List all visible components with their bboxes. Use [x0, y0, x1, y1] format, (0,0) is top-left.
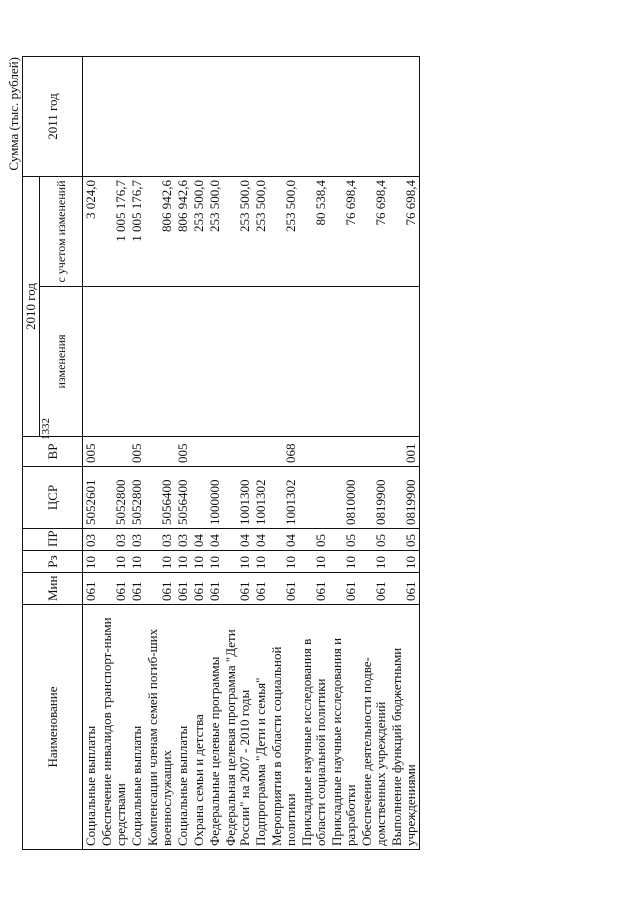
- cell-name: Подпрограмма "Дети и семья": [253, 605, 269, 850]
- cell-name: Компенсации членам семей погиб-ших военнослужащих: [145, 605, 175, 850]
- cell-name: Социальные выплаты: [83, 605, 100, 850]
- cell-min: 061: [175, 573, 191, 605]
- cell-csr: 5052800: [129, 467, 145, 529]
- page-number: 1332: [40, 418, 52, 440]
- cell-changes: [223, 287, 253, 437]
- cell-changes: [129, 287, 145, 437]
- cell-csr: 0810000: [329, 467, 359, 529]
- cell-min: 061: [191, 573, 207, 605]
- cell-pr: 05: [389, 529, 420, 551]
- cell-min: 061: [83, 573, 100, 605]
- cell-y2011: [269, 57, 299, 177]
- cell-csr: 1000000: [207, 467, 223, 529]
- cell-name: Прикладные научные исследования и разработки: [329, 605, 359, 850]
- cell-vr: [145, 437, 175, 467]
- cell-vr: [359, 437, 389, 467]
- table-row: [223, 57, 253, 850]
- cell-min: 061: [253, 573, 269, 605]
- cell-csr: 1001302: [269, 467, 299, 529]
- table-row: [389, 57, 420, 850]
- cell-vr: 005: [175, 437, 191, 467]
- table-row: [191, 57, 207, 850]
- cell-csr: 0819900: [359, 467, 389, 529]
- table-row: [129, 57, 145, 850]
- cell-changes: [175, 287, 191, 437]
- cell-vr: [223, 437, 253, 467]
- cell-min: 061: [329, 573, 359, 605]
- cell-with-changes: 76 698,4: [359, 177, 389, 287]
- table-caption: Сумма (тыс. рублей): [6, 57, 21, 171]
- header-changes: изменения: [40, 287, 83, 437]
- cell-pr: 05: [359, 529, 389, 551]
- cell-y2011: [83, 57, 100, 177]
- table-row: [175, 57, 191, 850]
- cell-changes: [329, 287, 359, 437]
- cell-y2011: [129, 57, 145, 177]
- cell-min: 061: [129, 573, 145, 605]
- header-min: Мин: [23, 573, 83, 605]
- header-csr: ЦСР: [23, 467, 83, 529]
- cell-y2011: [329, 57, 359, 177]
- cell-changes: [99, 287, 129, 437]
- cell-rz: 10: [207, 551, 223, 573]
- cell-with-changes: 76 698,4: [329, 177, 359, 287]
- cell-csr: 5052601: [83, 467, 100, 529]
- cell-pr: 05: [299, 529, 329, 551]
- cell-with-changes: 253 500,0: [207, 177, 223, 287]
- cell-with-changes: 806 942,6: [175, 177, 191, 287]
- cell-y2011: [389, 57, 420, 177]
- cell-rz: 10: [329, 551, 359, 573]
- cell-name: Мероприятия в области социальной политики: [269, 605, 299, 850]
- cell-rz: 10: [223, 551, 253, 573]
- cell-y2011: [207, 57, 223, 177]
- cell-changes: [299, 287, 329, 437]
- cell-vr: 068: [269, 437, 299, 467]
- cell-name: Охрана семьи и детства: [191, 605, 207, 850]
- cell-rz: 10: [83, 551, 100, 573]
- cell-pr: 04: [269, 529, 299, 551]
- cell-y2011: [359, 57, 389, 177]
- cell-csr: 1001300: [223, 467, 253, 529]
- cell-pr: 03: [129, 529, 145, 551]
- table-row: [359, 57, 389, 850]
- cell-vr: [99, 437, 129, 467]
- cell-name: Обеспечение инвалидов транспорт-ными средствами: [99, 605, 129, 850]
- cell-csr: 0819900: [389, 467, 420, 529]
- cell-pr: 04: [223, 529, 253, 551]
- cell-y2011: [99, 57, 129, 177]
- cell-pr: 03: [83, 529, 100, 551]
- cell-pr: 04: [207, 529, 223, 551]
- table-row: [207, 57, 223, 850]
- cell-with-changes: 806 942,6: [145, 177, 175, 287]
- cell-pr: 04: [253, 529, 269, 551]
- cell-min: 061: [299, 573, 329, 605]
- cell-with-changes: 3 024,0: [83, 177, 100, 287]
- cell-y2011: [175, 57, 191, 177]
- table-row: [253, 57, 269, 850]
- cell-vr: 005: [83, 437, 100, 467]
- cell-changes: [269, 287, 299, 437]
- cell-pr: 03: [145, 529, 175, 551]
- cell-name: Обеспечение деятельности подве-домственных учреждений: [359, 605, 389, 850]
- cell-vr: 005: [129, 437, 145, 467]
- header-row-1: [23, 57, 40, 850]
- header-year-2010: 2010 год: [23, 177, 40, 437]
- header-vr: ВР: [23, 437, 83, 467]
- cell-min: 061: [207, 573, 223, 605]
- cell-rz: 10: [129, 551, 145, 573]
- cell-name: Социальные выплаты: [129, 605, 145, 850]
- header-name: Наименование: [23, 605, 83, 850]
- cell-changes: [145, 287, 175, 437]
- budget-table: [22, 56, 420, 850]
- cell-rz: 10: [191, 551, 207, 573]
- cell-min: 061: [269, 573, 299, 605]
- cell-name: Социальные выплаты: [175, 605, 191, 850]
- cell-csr: 5056400: [145, 467, 175, 529]
- cell-y2011: [253, 57, 269, 177]
- cell-vr: [191, 437, 207, 467]
- cell-min: 061: [389, 573, 420, 605]
- cell-y2011: [223, 57, 253, 177]
- table-row: [299, 57, 329, 850]
- cell-with-changes: 253 500,0: [223, 177, 253, 287]
- cell-rz: 10: [253, 551, 269, 573]
- cell-vr: [299, 437, 329, 467]
- cell-vr: [253, 437, 269, 467]
- table-row: [99, 57, 129, 850]
- cell-changes: [253, 287, 269, 437]
- cell-vr: 001: [389, 437, 420, 467]
- cell-csr: [299, 467, 329, 529]
- header-pr: ПР: [23, 529, 83, 551]
- cell-csr: 5052800: [99, 467, 129, 529]
- cell-y2011: [145, 57, 175, 177]
- cell-rz: 10: [175, 551, 191, 573]
- cell-pr: 03: [99, 529, 129, 551]
- cell-rz: 10: [269, 551, 299, 573]
- cell-vr: [329, 437, 359, 467]
- cell-min: 061: [145, 573, 175, 605]
- table-row: [145, 57, 175, 850]
- cell-vr: [207, 437, 223, 467]
- cell-with-changes: 253 500,0: [253, 177, 269, 287]
- cell-csr: 5056400: [175, 467, 191, 529]
- cell-with-changes: 80 538,4: [299, 177, 329, 287]
- cell-y2011: [191, 57, 207, 177]
- cell-pr: 04: [191, 529, 207, 551]
- table-row: [329, 57, 359, 850]
- cell-name: Прикладные научные исследования в области социальной политики: [299, 605, 329, 850]
- cell-with-changes: 1 005 176,7: [129, 177, 145, 287]
- cell-rz: 10: [299, 551, 329, 573]
- cell-rz: 10: [145, 551, 175, 573]
- header-rz: Рз: [23, 551, 83, 573]
- cell-csr: [191, 467, 207, 529]
- cell-min: 061: [223, 573, 253, 605]
- header-year-2011: 2011 год: [23, 57, 83, 177]
- header-with-changes: с учетом изменений: [40, 177, 83, 287]
- cell-changes: [83, 287, 100, 437]
- cell-y2011: [299, 57, 329, 177]
- cell-name: Федеральная целевая программа "Дети России" на 2007 - 2010 годы: [223, 605, 253, 850]
- cell-rz: 10: [359, 551, 389, 573]
- cell-changes: [207, 287, 223, 437]
- cell-with-changes: 1 005 176,7: [99, 177, 129, 287]
- table-row: [269, 57, 299, 850]
- cell-with-changes: 253 500,0: [191, 177, 207, 287]
- cell-changes: [359, 287, 389, 437]
- cell-rz: 10: [99, 551, 129, 573]
- cell-name: Выполнение функций бюджетными учреждениями: [389, 605, 420, 850]
- table-row: [83, 57, 100, 850]
- table-body: [83, 57, 420, 850]
- cell-with-changes: 253 500,0: [269, 177, 299, 287]
- cell-with-changes: 76 698,4: [389, 177, 420, 287]
- cell-name: Федеральные целевые программы: [207, 605, 223, 850]
- cell-csr: 1001302: [253, 467, 269, 529]
- cell-changes: [389, 287, 420, 437]
- cell-min: 061: [359, 573, 389, 605]
- cell-pr: 05: [329, 529, 359, 551]
- cell-min: 061: [99, 573, 129, 605]
- cell-rz: 10: [389, 551, 420, 573]
- cell-pr: 03: [175, 529, 191, 551]
- cell-changes: [191, 287, 207, 437]
